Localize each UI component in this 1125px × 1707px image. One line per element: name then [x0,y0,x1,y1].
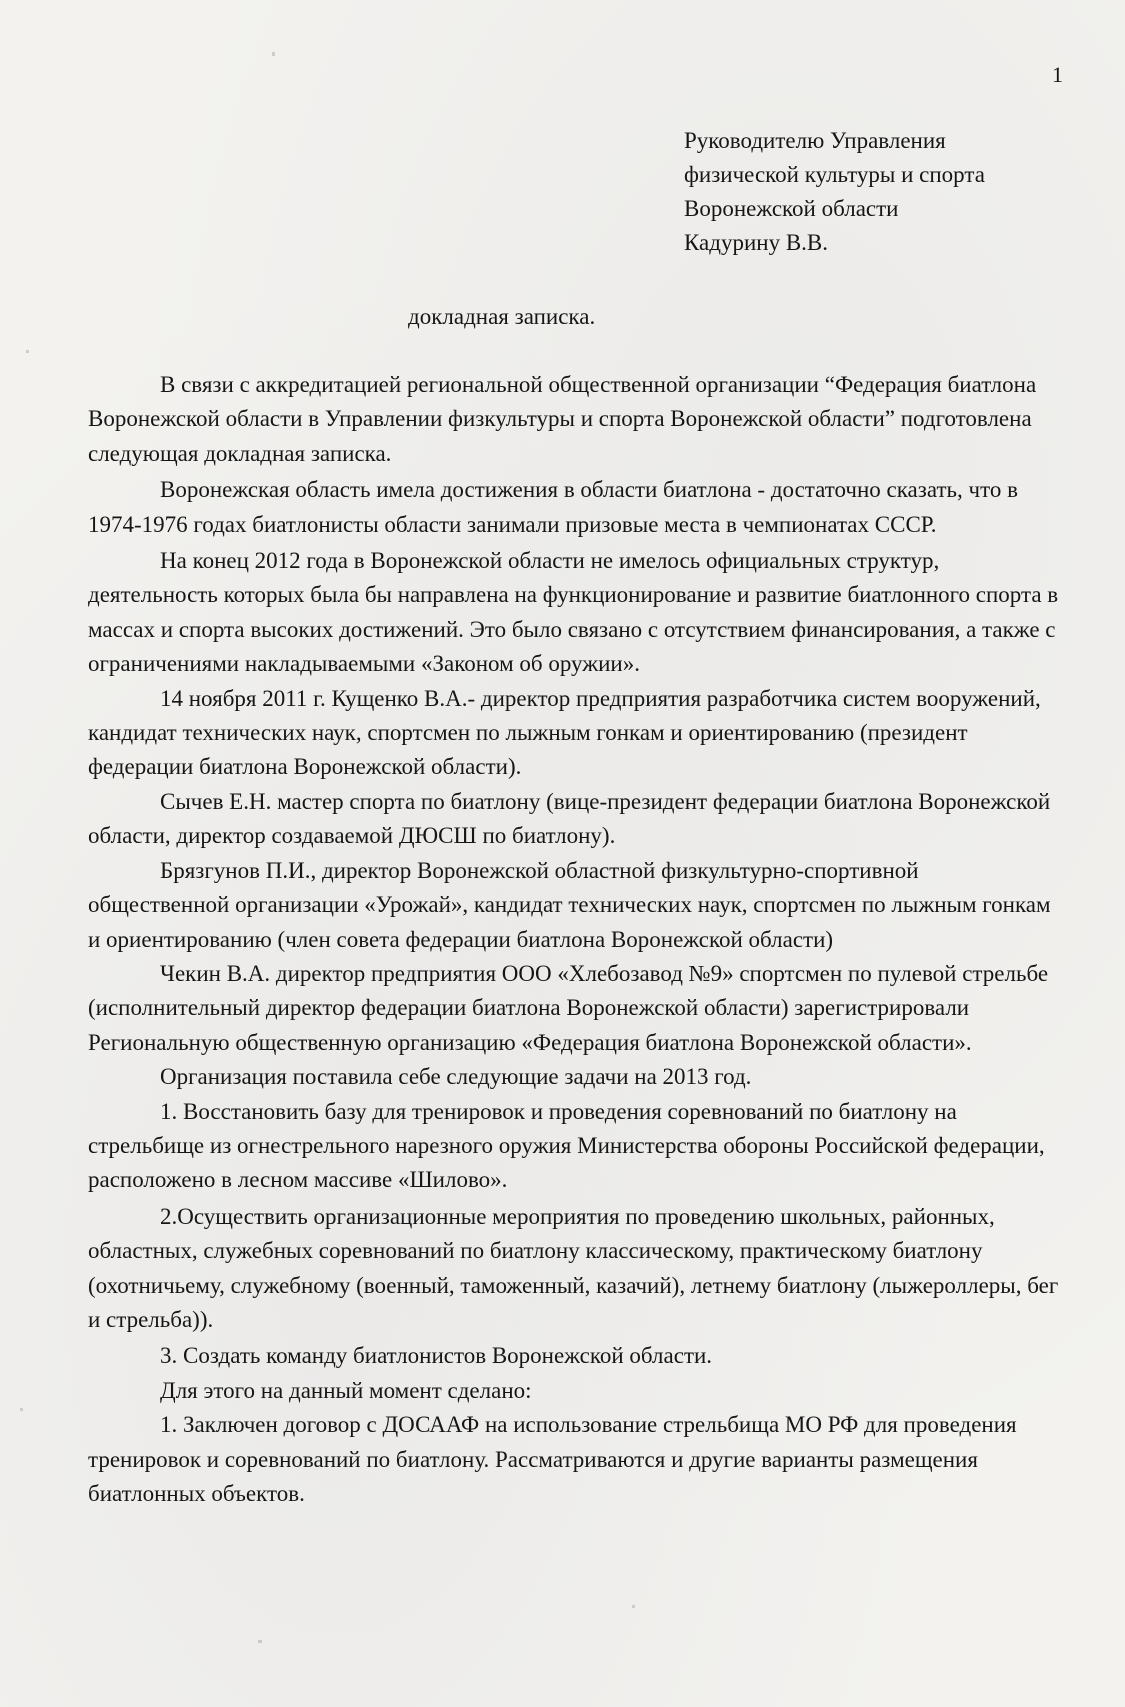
addressee-line: физической культуры и спорта [684,162,985,187]
document-body [88,368,1060,1511]
paragraph: 3. Создать команду биатлонистов Воронежской области. [160,1343,713,1369]
paragraph: Сычев Е.Н. мастер спорта по биатлону (вице-президент федерации биатлона Воронежской области, директор создаваемой ДЮСШ по биатлону). [88,788,1051,849]
scan-speck [258,1640,262,1643]
paragraph: 2.Осуществить организационные мероприятия по проведению школьных, районных, областных, служебных соревнований по биатлону классическому, практическому биатлону (охотничьему, служебному (военный, таможенный, казачий), летнему биатлону (лыжероллеры, бег и стрельба)). [88,1203,1059,1332]
paragraph: 14 ноября 2011 г. Кущенко В.А.- директор предприятия разработчика систем вооружений, кандидат технических наук, спортсмен по лыжным гонкам и ориентированию (президент федерации биатлона Воронежской области). [88,685,1041,780]
addressee-line: Кадурину В.В. [684,230,828,255]
paragraph: Для этого на данный момент сделано: [160,1377,532,1403]
paragraph: 1. Восстановить базу для тренировок и проведения соревнований по биатлону на стрельбище из огнестрельного нарезного оружия Министерства обороны Российской федерации, расположено в лесном массиве «Шилово». [88,1098,1045,1193]
addressee-block [684,124,985,260]
scan-speck [632,1605,635,1608]
scan-speck [272,52,275,56]
paragraph: Организация поставила себе следующие задачи на 2013 год. [160,1064,752,1090]
scan-speck [26,350,29,353]
paragraph: Чекин В.А. директор предприятия ООО «Хлебозавод №9» спортсмен по пулевой стрельбе (исполнительный директор федерации биатлона Воронежской области) зарегистрировали Региональную общественную организацию «Федерация биатлона Воронежской области». [88,960,1049,1055]
paragraph: В связи с аккредитацией региональной общественной организации “Федерация биатлона Воронежской области в Управлении физкультуры и спорта Воронежской области” подготовлена следующая докладная записка. [88,372,1037,466]
scan-speck [20,1408,23,1411]
addressee-line: Воронежской области [684,196,899,221]
paragraph: 1. Заключен договор с ДОСААФ на использование стрельбища МО РФ для проведения тренировок и соревнований по биатлону. Рассматриваются и другие варианты размещения биатлонных объектов. [88,1412,1017,1506]
page-number: 1 [1052,62,1063,87]
paragraph: На конец 2012 года в Воронежской области не имелось официальных структур, деятельность которых была бы направлена на функционирование и развитие биатлонного спорта в массах и спорта высоких достижений. Это было связано с отсутствием финансирования, а также с ограничениями накладываемыми «Законом об оружии». [88,548,1059,677]
addressee-line: Руководителю Управления [684,128,946,153]
paragraph: Воронежская область имела достижения в области биатлона - достаточно сказать, что в 1974-1976 годах биатлонисты области занимали призовые места в чемпионатах СССР. [88,477,1018,537]
document-title: докладная записка. [408,304,596,329]
paragraph: Брязгунов П.И., директор Воронежской областной физкультурно-спортивной общественной организации «Урожай», кандидат технических наук, спортсмен по лыжным гонкам и ориентированию (член совета федерации биатлона Воронежской области) [88,857,1051,952]
